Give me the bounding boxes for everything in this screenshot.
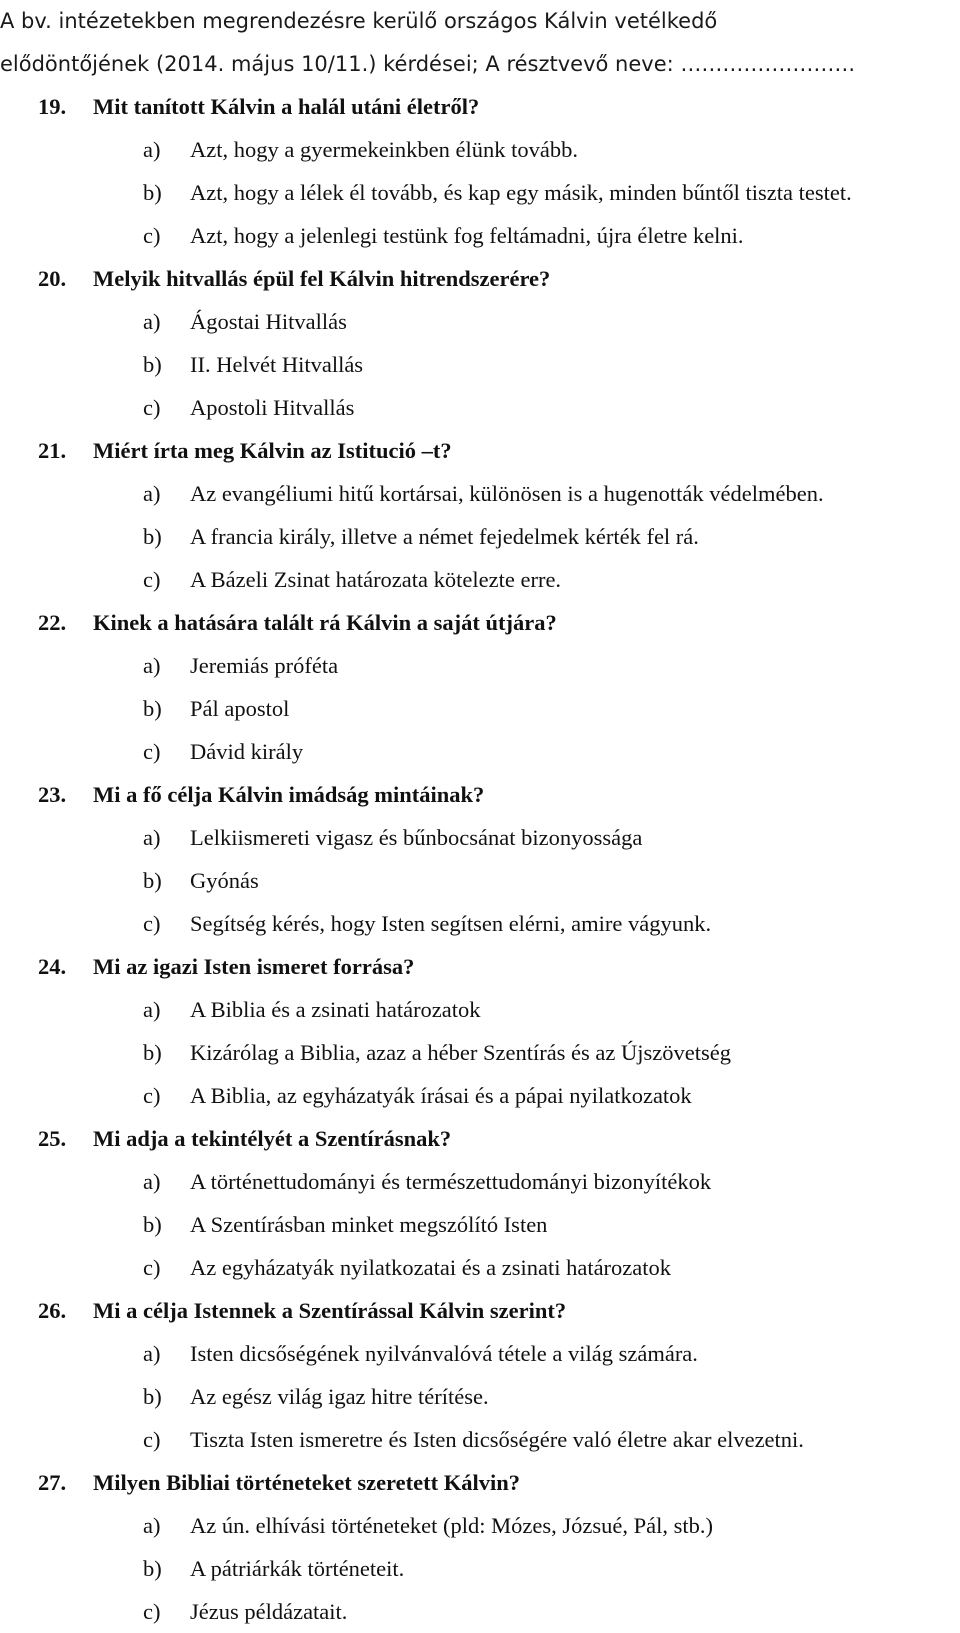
answer-option: [0, 1031, 960, 1074]
answer-option: [0, 902, 960, 945]
option-text: Azt, hogy a lélek él tovább, és kap egy másik, minden bűntől tiszta testet.: [190, 180, 852, 205]
option-text: A Biblia és a zsinati határozatok: [190, 997, 481, 1022]
question-text: Milyen Bibliai történeteket szeretett Kálvin?: [93, 1470, 520, 1495]
answer-option: [0, 1375, 960, 1418]
option-label: b): [143, 696, 162, 721]
answer-option: [0, 558, 960, 601]
option-text: Az evangéliumi hitű kortársai, különösen is a hugenották védelmében.: [190, 481, 824, 506]
answer-option: [0, 859, 960, 902]
option-label: b): [143, 868, 162, 893]
answer-option: [0, 472, 960, 515]
question-heading: [0, 1117, 960, 1160]
question-number: 19.: [38, 94, 67, 119]
answer-option: [0, 1504, 960, 1547]
option-text: A Bázeli Zsinat határozata kötelezte erre.: [190, 567, 562, 592]
question-heading: [0, 257, 960, 300]
question-22: [0, 601, 960, 773]
answer-option: [0, 300, 960, 343]
question-text: Mi az igazi Isten ismeret forrása?: [93, 954, 415, 979]
option-text: Az egész világ igaz hitre térítése.: [190, 1384, 489, 1409]
question-text: Mi a fő célja Kálvin imádság mintáinak?: [93, 782, 485, 807]
question-heading: [0, 1461, 960, 1504]
option-label: a): [143, 1341, 161, 1366]
option-label: a): [143, 309, 161, 334]
option-text: Gyónás: [190, 868, 259, 893]
question-24: [0, 945, 960, 1117]
answer-option: [0, 1203, 960, 1246]
question-text: Mi adja a tekintélyét a Szentírásnak?: [93, 1126, 452, 1151]
question-heading: [0, 1289, 960, 1332]
question-text: Mit tanított Kálvin a halál utáni életről?: [93, 94, 480, 119]
option-label: b): [143, 1040, 162, 1065]
page-header: [0, 0, 960, 86]
option-text: Az ún. elhívási történeteket (pld: Mózes, Józsué, Pál, stb.): [190, 1513, 714, 1538]
question-text: Kinek a hatására talált rá Kálvin a saját útjára?: [93, 610, 557, 635]
option-label: c): [143, 1255, 161, 1280]
question-26: [0, 1289, 960, 1461]
option-label: c): [143, 1083, 161, 1108]
option-text: Isten dicsőségének nyilvánvalóvá tétele a világ számára.: [190, 1341, 698, 1366]
option-label: a): [143, 825, 161, 850]
option-label: b): [143, 524, 162, 549]
option-label: b): [143, 1384, 162, 1409]
question-19: [0, 85, 960, 257]
answer-option: [0, 1246, 960, 1289]
option-label: b): [143, 1556, 162, 1581]
option-label: c): [143, 911, 161, 936]
option-text: Kizárólag a Biblia, azaz a héber Szentírás és az Újszövetség: [190, 1040, 731, 1065]
question-number: 21.: [38, 438, 67, 463]
option-label: c): [143, 395, 161, 420]
answer-option: [0, 988, 960, 1031]
option-text: Ágostai Hitvallás: [190, 309, 347, 334]
question-number: 24.: [38, 954, 67, 979]
question-25: [0, 1117, 960, 1289]
option-label: a): [143, 137, 161, 162]
option-text: Tiszta Isten ismeretre és Isten dicsőségére való életre akar elvezetni.: [190, 1427, 804, 1452]
question-heading: [0, 85, 960, 128]
option-text: A pátriárkák történeteit.: [190, 1556, 405, 1581]
option-label: c): [143, 1427, 161, 1452]
option-label: a): [143, 997, 161, 1022]
question-20: [0, 257, 960, 429]
question-list: [0, 85, 960, 1633]
option-text: Az egyházatyák nyilatkozatai és a zsinati határozatok: [190, 1255, 672, 1280]
option-text: A Biblia, az egyházatyák írásai és a pápai nyilatkozatok: [190, 1083, 692, 1108]
option-text: Azt, hogy a jelenlegi testünk fog feltámadni, újra életre kelni.: [190, 223, 744, 248]
option-label: b): [143, 1212, 162, 1237]
option-text: Lelkiismereti vigasz és bűnbocsánat bizonyossága: [190, 825, 643, 850]
option-text: Jézus példázatait.: [190, 1599, 348, 1624]
option-text: A történettudományi és természettudományi bizonyítékok: [190, 1169, 712, 1194]
question-number: 25.: [38, 1126, 67, 1151]
answer-option: [0, 730, 960, 773]
option-label: a): [143, 481, 161, 506]
option-text: Dávid király: [190, 739, 304, 764]
option-text: II. Helvét Hitvallás: [190, 352, 364, 377]
question-text: Mi a célja Istennek a Szentírással Kálvin szerint?: [93, 1298, 567, 1323]
question-21: [0, 429, 960, 601]
option-text: Pál apostol: [190, 696, 290, 721]
question-text: Melyik hitvallás épül fel Kálvin hitrendszerére?: [93, 266, 551, 291]
option-text: A Szentírásban minket megszólító Isten: [190, 1212, 548, 1237]
question-heading: [0, 773, 960, 816]
option-label: a): [143, 653, 161, 678]
option-label: a): [143, 1169, 161, 1194]
question-heading: [0, 429, 960, 472]
option-label: c): [143, 1599, 161, 1624]
header-line-1: A bv. intézetekben megrendezésre kerülő országos Kálvin vetélkedő: [0, 9, 718, 33]
option-text: Segítség kérés, hogy Isten segítsen elérni, amire vágyunk.: [190, 911, 712, 936]
option-label: c): [143, 567, 161, 592]
option-text: Jeremiás próféta: [190, 653, 339, 678]
answer-option: [0, 1547, 960, 1590]
option-text: Azt, hogy a gyermekeinkben élünk tovább.: [190, 137, 579, 162]
question-number: 27.: [38, 1470, 67, 1495]
answer-option: [0, 1590, 960, 1633]
answer-option: [0, 214, 960, 257]
answer-option: [0, 1074, 960, 1117]
question-heading: [0, 945, 960, 988]
option-label: c): [143, 223, 161, 248]
answer-option: [0, 1418, 960, 1461]
option-label: a): [143, 1513, 161, 1538]
question-number: 23.: [38, 782, 67, 807]
question-heading: [0, 601, 960, 644]
option-label: b): [143, 352, 162, 377]
question-27: [0, 1461, 960, 1633]
answer-option: [0, 687, 960, 730]
answer-option: [0, 644, 960, 687]
question-number: 22.: [38, 610, 67, 635]
question-23: [0, 773, 960, 945]
option-label: c): [143, 739, 161, 764]
option-text: A francia király, illetve a német fejedelmek kérték fel rá.: [190, 524, 699, 549]
answer-option: [0, 515, 960, 558]
answer-option: [0, 816, 960, 859]
header-line-2: elődöntőjének (2014. május 10/11.) kérdései; A résztvevő neve: …………………….: [0, 52, 856, 76]
answer-option: [0, 386, 960, 429]
answer-option: [0, 343, 960, 386]
question-number: 20.: [38, 266, 67, 291]
option-text: Apostoli Hitvallás: [190, 395, 355, 420]
answer-option: [0, 1332, 960, 1375]
question-number: 26.: [38, 1298, 67, 1323]
answer-option: [0, 128, 960, 171]
option-label: b): [143, 180, 162, 205]
answer-option: [0, 171, 960, 214]
question-text: Miért írta meg Kálvin az Istitució –t?: [93, 438, 452, 463]
answer-option: [0, 1160, 960, 1203]
